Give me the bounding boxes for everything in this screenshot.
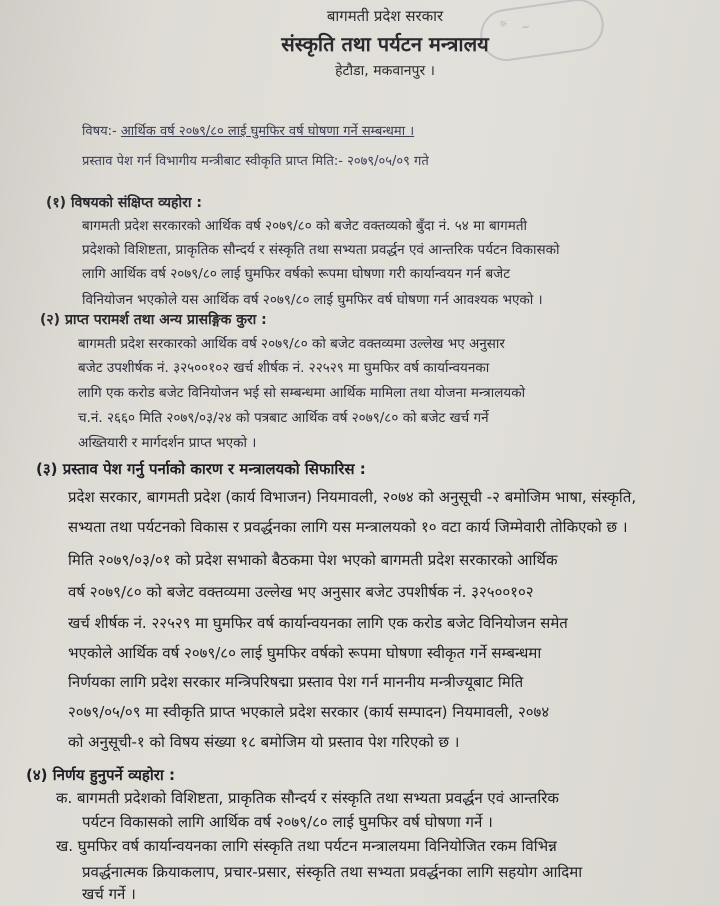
ministry-name: संस्कृति तथा पर्यटन मन्त्रालय xyxy=(281,32,489,56)
section-1-line: बागमती प्रदेश सरकारको आर्थिक वर्ष २०७९/८० को बजेट वक्तव्यको बुँदा नं. ५४ मा बागमती xyxy=(82,218,528,234)
section-3-line: २०७९/०५/०९ मा स्वीकृति प्राप्त भएकाले प्रदेश सरकार (कार्य सम्पादन) नियमावली, २०७४ xyxy=(68,703,550,721)
government-name: बागमती प्रदेश सरकार xyxy=(326,7,444,25)
section-3-line: निर्णयका लागि प्रदेश सरकार मन्त्रिपरिषद्मा प्रस्ताव पेश गर्न माननीय मन्त्रीज्यूबाट मिति xyxy=(68,673,524,691)
subject-text: आर्थिक वर्ष २०७९/८० लाई घुमफिर वर्ष घोषणा गर्ने सम्बन्धमा । xyxy=(120,124,415,139)
section-1-line: प्रदेशको विशिष्टता, प्राकृतिक सौन्दर्य र संस्कृति तथा सभ्यता प्रवर्द्धन एवं आन्तरिक पर्यटन विकासको xyxy=(82,242,560,258)
approval-line: प्रस्ताव पेश गर्न विभागीय मन्त्रीबाट स्वीकृति प्राप्त मिति:- २०७९/०५/०९ गते xyxy=(82,154,429,169)
section-3-line: को अनुसूची-१ को विषय संख्या १८ बमोजिम यो प्रस्ताव पेश गरिएको छ । xyxy=(68,733,460,751)
section-2-line: बागमती प्रदेश सरकारको आर्थिक वर्ष २०७९/८० को बजेट वक्तव्यमा उल्लेख भए अनुसार xyxy=(78,336,505,352)
section-4-heading: (४) निर्णय हुनुपर्ने व्यहोरा : xyxy=(26,766,175,784)
section-4-item-ka: क. बागमती प्रदेशको विशिष्टता, प्राकृतिक सौन्दर्य र संस्कृति तथा सभ्यता प्रवर्द्धन एवं आन्तरिक xyxy=(56,789,559,807)
section-3-line: मिति २०७९/०३/०१ को प्रदेश सभाको बैठकमा पेश भएको बागमती प्रदेश सरकारको आर्थिक xyxy=(68,551,558,569)
section-3-heading: (३) प्रस्ताव पेश गर्नु पर्नाको कारण र मन्त्रालयको सिफारिस : xyxy=(36,460,366,478)
section-4-line: प्रवर्द्धनात्मक क्रियाकलाप, प्रचार-प्रसार, संस्कृति तथा सभ्यता प्रवर्द्धनका लागि सहयोग आदिमा xyxy=(82,863,583,881)
section-4-item-kha: ख. घुमफिर वर्ष कार्यान्वयनका लागि संस्कृति तथा पर्यटन मन्त्रालयमा विनियोजित रकम विभिन्न xyxy=(56,837,557,855)
office-stamp: ☼ ~ xyxy=(477,0,607,64)
section-3-line: प्रदेश सरकार, बागमती प्रदेश (कार्य विभाजन) नियमावली, २०७४ को अनुसूची -२ बमोजिम भाषा, संस्कृति, xyxy=(68,488,637,506)
section-2-line: च.नं. २६६० मिति २०७९/०३/२४ को पत्रबाट आर्थिक वर्ष २०७९/८० को बजेट खर्च गर्ने xyxy=(78,410,489,426)
section-1-heading: (१) विषयको संक्षिप्त व्यहोरा : xyxy=(46,195,202,211)
section-3-line: वर्ष २०७९/८० को बजेट वक्तव्यमा उल्लेख भए अनुसार बजेट उपशीर्षक नं. ३२५००१०२ xyxy=(68,583,534,601)
section-3-line: भएकोले आर्थिक वर्ष २०७९/८० लाई घुमफिर वर्षको रूपमा घोषणा स्वीकृत गर्ने सम्बन्धमा xyxy=(68,644,542,662)
section-2-line: बजेट उपशीर्षक नं. ३२५००१०२ खर्च शीर्षक नं. २२५२९ मा घुमफिर वर्ष कार्यान्वयनका xyxy=(78,360,490,376)
section-4-line: पर्यटन विकासको लागि आर्थिक वर्ष २०७९/८० लाई घुमफिर वर्ष घोषणा गर्ने । xyxy=(82,813,493,831)
subject-line xyxy=(82,121,414,139)
section-3-line: सभ्यता तथा पर्यटनको विकास र प्रवर्द्धनका लागि यस मन्त्रालयको १० वटा कार्य जिम्मेवारी तोकिएको छ । xyxy=(68,518,628,536)
section-1-line: विनियोजन भएकोले यस आर्थिक वर्ष २०७९/८० लाई घुमफिर वर्ष घोषणा गर्न आवश्यक भएको । xyxy=(82,292,543,308)
section-2-line: अख्तियारी र मार्गदर्शन प्राप्त भएको । xyxy=(78,435,257,451)
office-address: हेटौडा, मकवानपुर । xyxy=(335,63,435,79)
section-4-line: खर्च गर्ने । xyxy=(82,885,136,903)
subject-label: विषय:- xyxy=(82,124,117,139)
section-2-heading: (२) प्राप्त परामर्श तथा अन्य प्रासङ्गिक कुरा : xyxy=(40,312,267,328)
section-2-line: लागि एक करोड बजेट विनियोजन भई सो सम्बन्धमा आर्थिक मामिला तथा योजना मन्त्रालयको xyxy=(78,385,526,401)
section-3-line: खर्च शीर्षक नं. २२५२९ मा घुमफिर वर्ष कार्यान्वयनका लागि एक करोड बजेट विनियोजन समेत xyxy=(68,614,568,632)
section-1-line: लागि आर्थिक वर्ष २०७९/८० लाई घुमफिर वर्षको रूपमा घोषणा गरी कार्यान्वयन गर्न बजेट xyxy=(82,266,510,282)
